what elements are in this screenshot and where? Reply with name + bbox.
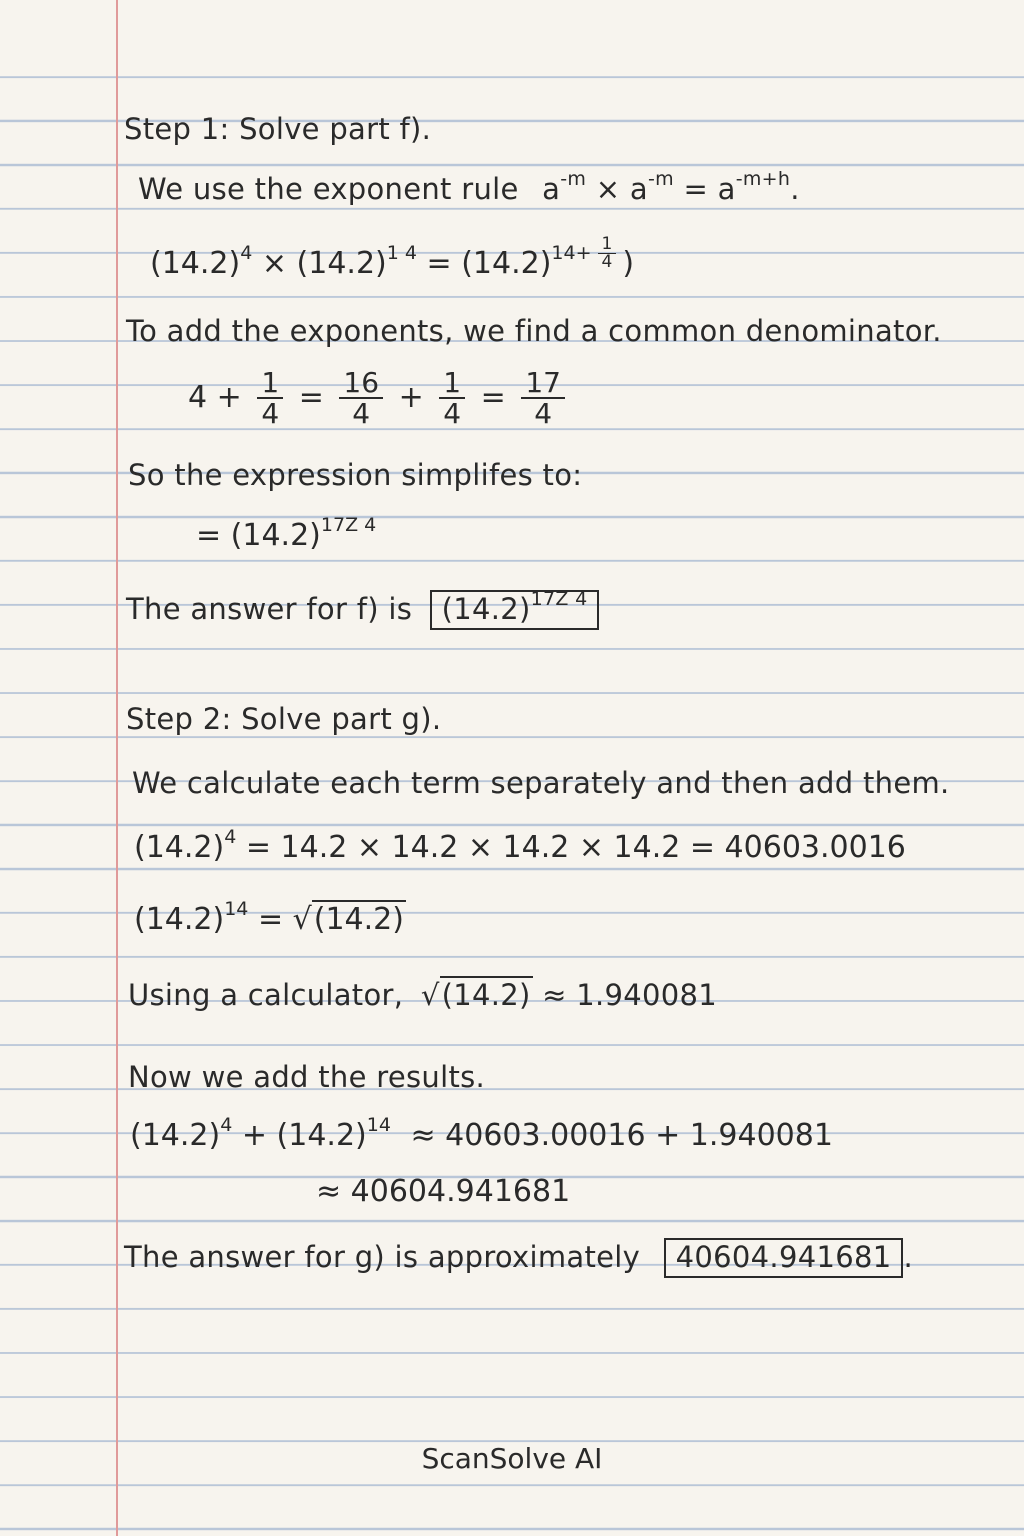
fraction-4 [521,368,565,429]
s2-eq2-eq: = [257,902,284,937]
step1-equation [150,236,634,281]
step2-eq1 [134,826,906,865]
frac3-den: 4 [443,397,462,431]
margin-line [116,0,118,1536]
sqrt-2: √(14.2) [420,978,531,1012]
step2-intro: We calculate each term separately and then add them. [132,766,950,800]
rule-end: . [790,172,800,206]
answer-g-end: . [903,1240,913,1274]
step2-sum-line2: ≈ 40604.941681 [316,1174,571,1209]
eq1-base: (14.2) [150,246,241,281]
eq1-exp-fraction [598,236,617,271]
frac1-num: 1 [257,368,283,399]
eq1-close: ) [622,246,635,281]
answer-f-text: The answer for f) is [126,592,413,626]
s2-eq1-base: (14.2) [134,830,225,865]
s2-eq2-exp: 14 [224,898,249,920]
rule-base-3: a [717,172,736,206]
s2-eq1-rest: = 14.2 × 14.2 × 14.2 × 14.2 = 40603.0016 [245,830,906,865]
eq1-mid: × (14.2) [261,246,387,281]
frac2-den: 4 [352,397,371,431]
sum-exp1: 4 [220,1114,233,1136]
eq1-exp3-text: 14+ [551,242,592,264]
rule-text: We use the exponent rule [138,172,519,206]
rule-eq: = [683,172,709,206]
calc-result: ≈ 1.940081 [542,978,718,1012]
eq1-frac-den: 4 [601,252,613,272]
eq1-exp2: 1 4 [386,242,417,264]
fraction-3 [439,368,465,429]
rule-times: × [595,172,621,206]
eq1-exp3 [551,234,622,272]
frac1-den: 4 [261,397,280,431]
step2-heading: Step 2: Solve part g). [126,702,442,736]
frac3-num: 1 [439,368,465,399]
fraction-2 [339,368,383,429]
step1-answer-line [126,590,599,630]
s2-eq1-exp: 4 [224,826,237,848]
calc-text: Using a calculator, [128,978,404,1012]
sum-plus-term: + (14.2) [241,1118,367,1153]
sum-base1: (14.2) [130,1118,221,1153]
step2-sum [130,1114,833,1153]
rule-exp-2: -m [647,168,674,190]
answer-g-text: The answer for g) is approximately [124,1240,641,1274]
s2-eq2-base: (14.2) [134,902,225,937]
answer-f-box [430,590,600,630]
answer-f-exp: 17Z 4 [530,588,588,610]
rule-exp-3: -m+h [735,168,791,190]
answer-g-box: 40604.941681 [664,1238,904,1278]
rule-base-2: a [629,172,648,206]
frac4-den: 4 [534,397,553,431]
sqrt-2-radicand: (14.2) [441,978,531,1012]
sqrt-1-radicand: (14.2) [313,902,404,937]
simplifies-text: So the expression simplifes to: [128,458,583,492]
fraction-sum [188,368,571,429]
common-denominator-text: To add the exponents, we find a common denominator. [126,314,942,348]
frac2-num: 16 [339,368,383,399]
simplified-result [196,514,377,553]
step1-rule-line [138,168,800,206]
sum-rest: ≈ 40603.00016 + 1.940081 [410,1118,833,1153]
rule-exp-1: -m [560,168,587,190]
step2-eq2 [134,898,406,937]
footer-brand: ScanSolve AI [421,1442,603,1475]
sum-eq2: = [480,379,506,415]
sum-plus: + [398,379,424,415]
eq1-eq: = (14.2) [426,246,552,281]
sum-a: 4 + [188,379,242,415]
eq1-frac-num: 1 [598,236,617,254]
result-exp: 17Z 4 [320,514,377,536]
calculator-line [128,978,717,1012]
answer-f-base: (14.2) [441,592,531,626]
sqrt-1: √(14.2) [292,902,404,937]
fraction-1 [257,368,283,429]
sum-eq1: = [298,379,324,415]
sum-exp2: 14 [366,1114,391,1136]
frac4-num: 17 [521,368,565,399]
eq1-exp1: 4 [240,242,253,264]
add-results-text: Now we add the results. [128,1060,486,1094]
step1-heading: Step 1: Solve part f). [124,112,432,146]
step2-answer-line [124,1238,913,1278]
rule-base-1: a [542,172,561,206]
result-base: = (14.2) [196,518,321,553]
